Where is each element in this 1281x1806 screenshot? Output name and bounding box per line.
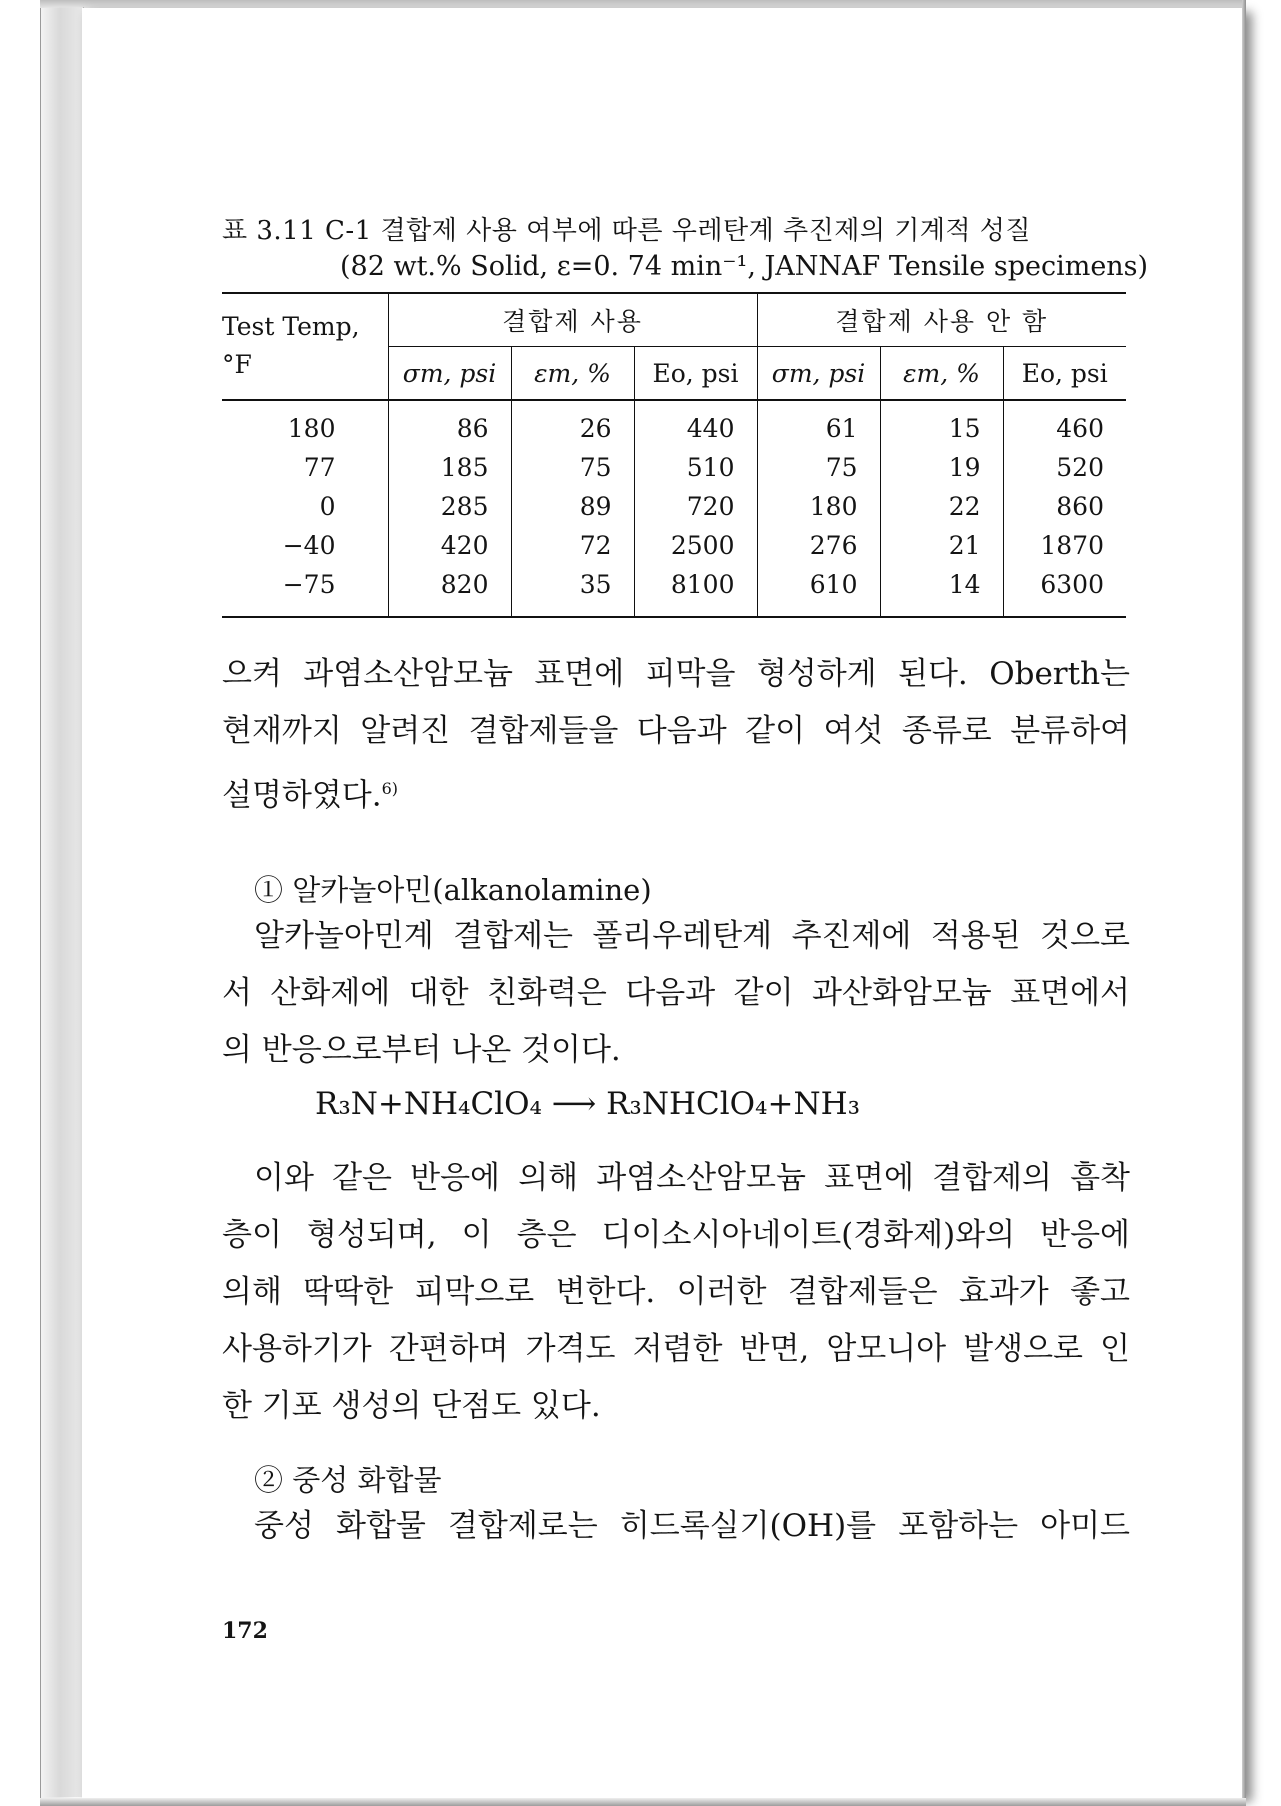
text-line: 사용하기가 간편하며 가격도 저렴한 반면, 암모니아 발생으로 인 (222, 1331, 1130, 1367)
table-cell: 285 (388, 487, 511, 526)
table-cell: 14 (880, 565, 1003, 617)
table-cell: 26 (511, 400, 634, 448)
page-right-edge (1242, 0, 1246, 1806)
table-cell: 610 (757, 565, 880, 617)
table-row (222, 487, 1126, 526)
text-line: 서 산화제에 대한 친화력은 다음과 같이 과산화암모늄 표면에서 (222, 975, 1130, 1011)
table-cell: 180 (287, 414, 336, 443)
table-cell: 0 (319, 492, 336, 521)
section-heading-neutral-compounds: ② 중성 화합물 (254, 1463, 442, 1497)
table-cell: 720 (634, 487, 757, 526)
reaction-equation: R₃N+NH₄ClO₄ ⟶ R₃NHClO₄+NH₃ (315, 1086, 861, 1122)
book-spine (40, 7, 84, 1798)
text-line: 으켜 과염소산암모늄 표면에 피막을 형성하게 된다. Oberth는 (222, 656, 1130, 692)
text-line: 알카놀아민계 결합제는 폴리우레탄계 추진제에 적용된 것으로 (254, 918, 1130, 954)
table-cell: 180 (757, 487, 880, 526)
text-line: 이와 같은 반응에 의해 과염소산암모늄 표면에 결합제의 흡착 (254, 1160, 1130, 1196)
table-row (222, 448, 1126, 487)
table-caption (222, 210, 1149, 282)
book-bottom-edge (40, 1798, 1246, 1806)
section-heading-alkanolamine: ① 알카놀아민(alkanolamine) (254, 873, 652, 907)
table-cell: 89 (511, 487, 634, 526)
paragraph-alkanolamine (222, 908, 1130, 1079)
caption-title: 표 3.11 C-1 결합제 사용 여부에 따른 우레탄계 추진제의 기계적 성질 (222, 216, 1032, 246)
table-cell: 1870 (1003, 526, 1126, 565)
text-line: 현재까지 알려진 결합제들을 다음과 같이 여섯 종류로 분류하여 (222, 713, 1130, 749)
table-cell: 185 (388, 448, 511, 487)
table-row (222, 400, 1126, 448)
table-cell: 276 (757, 526, 880, 565)
table-cell: 15 (880, 400, 1003, 448)
page-number: 172 (222, 1618, 268, 1644)
text-line: 중성 화합물 결합제로는 히드록실기(OH)를 포함하는 아미드 (254, 1508, 1130, 1544)
group-header-without-binder: 결합제 사용 안 함 (757, 293, 1126, 347)
table-cell: 35 (511, 565, 634, 617)
table-cell: 460 (1003, 400, 1126, 448)
sub-header: εm, % (511, 347, 634, 401)
table-cell: 440 (634, 400, 757, 448)
table-cell: 75 (757, 448, 880, 487)
table-cell: 6300 (1003, 565, 1126, 617)
table-cell: 520 (1003, 448, 1126, 487)
table-cell: 2500 (634, 526, 757, 565)
footnote-reference: 6) (381, 779, 399, 798)
paragraph-neutral-compounds (222, 1498, 1130, 1555)
text-line: 층이 형성되며, 이 층은 디이소시아네이트(경화제)와의 반응에 (222, 1217, 1130, 1253)
paragraph-oberth (222, 646, 1130, 817)
test-temp-header-line1: Test Temp, (222, 312, 360, 341)
table-cell: 8100 (634, 565, 757, 617)
sub-header: σm, psi (388, 347, 511, 401)
sub-header: εm, % (880, 347, 1003, 401)
text-line-content: 설명하였다. (222, 777, 382, 814)
sub-header: σm, psi (757, 347, 880, 401)
table-row (222, 526, 1126, 565)
text-line: 의 반응으로부터 나온 것이다. (222, 1032, 621, 1068)
test-temp-header (222, 293, 388, 400)
table-cell: 21 (880, 526, 1003, 565)
table-cell: 77 (303, 453, 336, 482)
table-cell: 19 (880, 448, 1003, 487)
sub-header: Eo, psi (634, 347, 757, 401)
mechanical-properties-table (222, 292, 1126, 618)
caption-conditions: (82 wt.% Solid, ε=0. 74 min⁻¹, JANNAF Tensile specimens) (340, 251, 1149, 282)
table-cell: 510 (634, 448, 757, 487)
table-cell: −40 (282, 531, 336, 560)
table-cell: 820 (388, 565, 511, 617)
table-cell: 75 (511, 448, 634, 487)
table-cell: 72 (511, 526, 634, 565)
group-header-with-binder: 결합제 사용 (388, 293, 757, 347)
table-cell: 86 (388, 400, 511, 448)
text-line: 한 기포 생성의 단점도 있다. (222, 1388, 601, 1424)
table-row (222, 565, 1126, 617)
table-cell: 61 (757, 400, 880, 448)
paragraph-reaction (222, 1150, 1130, 1435)
sub-header: Eo, psi (1003, 347, 1126, 401)
table-cell: −75 (282, 570, 336, 599)
table-cell: 860 (1003, 487, 1126, 526)
test-temp-header-line2: °F (222, 350, 252, 379)
text-line (222, 760, 1130, 817)
table-cell: 22 (880, 487, 1003, 526)
table-cell: 420 (388, 526, 511, 565)
text-line: 의해 딱딱한 피막으로 변한다. 이러한 결합제들은 효과가 좋고 (222, 1274, 1130, 1310)
